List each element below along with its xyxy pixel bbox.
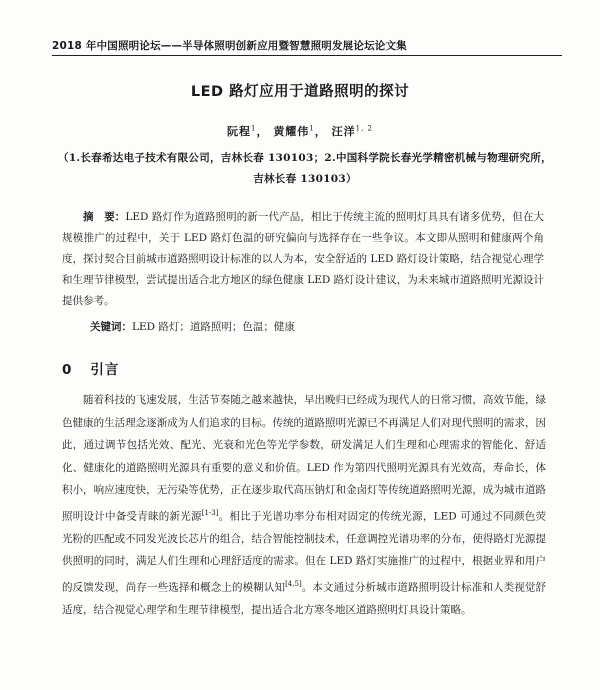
- body-text-segment: 。相比于光谱功率分布相对固定的传统光源，LED 可通过不同颜色荧光粉的匹配或不同发光波长芯片的组合，结合智能控制技术，任意调控光谱功率的分布，使得路灯光源提供照明的同时，满足人们生理和心理舒适度的需求。但在 LED 路灯实施推广的过程中，根据业界和用户的反馈发现，尚存一些选择和概念上的模糊认知: [62, 510, 546, 593]
- author-separator: ，: [256, 125, 269, 138]
- abstract: [62, 207, 544, 312]
- citation: [1-3]: [201, 508, 219, 517]
- author-affiliation-mark: 1: [251, 124, 257, 133]
- abstract-label: 摘 要：: [83, 211, 126, 223]
- paper-title: LED 路灯应用于道路照明的探讨: [190, 84, 410, 100]
- header-rule: [52, 55, 562, 56]
- body-text-segment: 随着科技的飞速发展，生活节奏随之越来越快，早出晚归已经成为现代人的日常习惯，高效节能，绿色健康的生活理念逐渐成为人们追求的目标。传统的道路照明光源已不再满足人们对现代照明的需求，因此，通过调节包括光效、配光、光衰和光色等光学参数，研发满足人们生理和心理需求的智能化、舒适化、健康化的道路照明光源具有重要的意义和价值。LED 作为第四代照明光源具有光效高，寿命长，体积小，响应速度快，无污染等优势，正在逐步取代高压钠灯和金卤灯等传统道路照明光源，成为城市道路照明设计中备受青睐的新光源: [62, 394, 546, 522]
- citation: [4,5]: [285, 579, 302, 588]
- keywords-label: 关键词：: [90, 321, 132, 333]
- section-number: 0: [62, 362, 73, 378]
- body-text-segment: 。本文通过分析城市道路照明设计标准和人类视觉舒适度，结合视觉心理学和生理节律模型，提出适合北方寒冬地区道路照明灯具设计策略。: [62, 581, 547, 616]
- introduction-paragraph: [62, 389, 546, 621]
- keywords-text: LED 路灯；道路照明；色温；健康: [132, 321, 295, 333]
- author-name: 黄耀伟: [273, 125, 310, 138]
- abstract-text: LED 路灯作为道路照明的新一代产品，相比于传统主流的照明灯具具有诸多优势，但在大规模推广的过程中，关于 LED 路灯色温的研究偏向与选择存在一些争议。本文即从照明和健康两个角度，探讨契合目前城市道路照明设计标准的以人为本，安全舒适的 LED 路灯设计策略，结合视觉心理学和生理节律模型，尝试提出适合北方地区的绿色健康 LED 路灯设计建议，为未来城市道路照明光源设计提供参考。: [62, 211, 544, 307]
- author-affiliation-mark: 1: [309, 124, 315, 133]
- author-affiliation-mark: 1, 2: [355, 124, 373, 133]
- keywords: [90, 318, 550, 336]
- running-header: 2018 年中国照明论坛——半导体照明创新应用暨智慧照明发展论坛论文集: [52, 40, 407, 52]
- section-title: 引言: [90, 362, 120, 378]
- author-name: 汪洋: [331, 125, 356, 138]
- author-name: 阮程: [227, 125, 251, 138]
- section-heading: [62, 358, 119, 378]
- author-separator: ，: [314, 125, 327, 138]
- affiliation: （1.长春希达电子技术有限公司，吉林长春 130103；2.中国科学院长春光学精密机械与物理研究所，吉林长春 130103）: [58, 152, 552, 185]
- author-list: [0, 123, 600, 139]
